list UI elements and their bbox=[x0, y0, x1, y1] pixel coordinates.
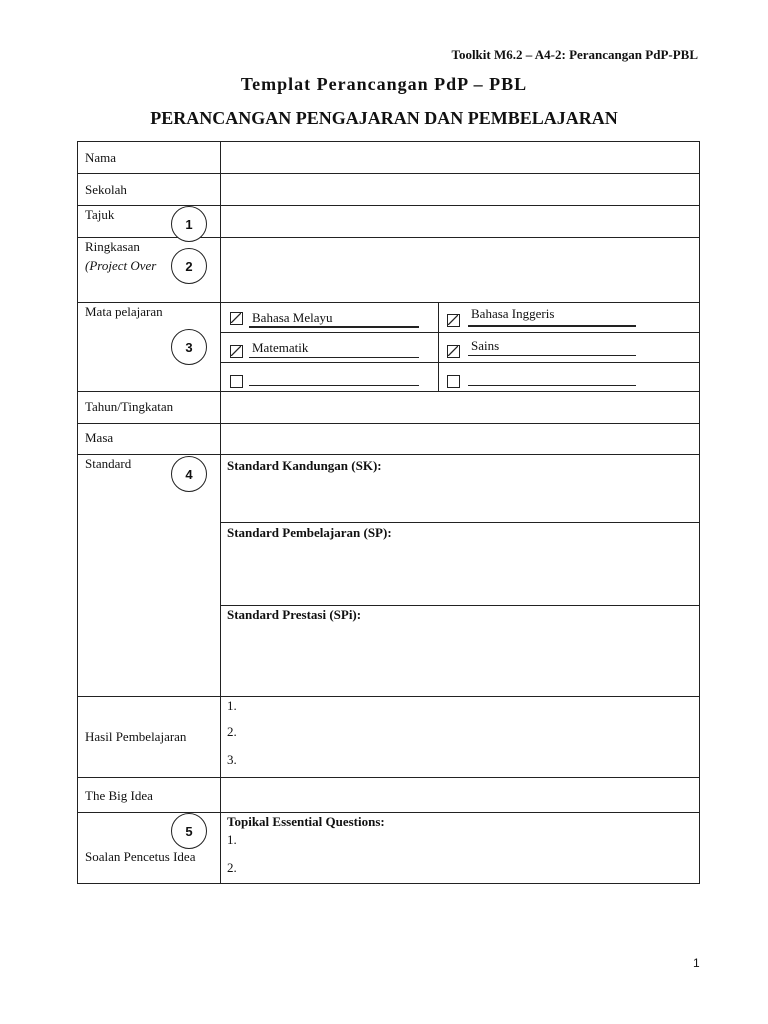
label-sekolah: Sekolah bbox=[85, 182, 127, 197]
label-standard: Standard bbox=[85, 456, 132, 471]
marker-1: 1 bbox=[171, 206, 207, 242]
subject-row-line bbox=[220, 362, 699, 363]
standard-pembelajaran-heading: Standard Pembelajaran (SP): bbox=[227, 525, 392, 540]
standard-prestasi-heading: Standard Prestasi (SPi): bbox=[227, 607, 362, 622]
essential-question-item: 2. bbox=[227, 860, 237, 875]
essential-questions-heading: Topikal Essential Questions: bbox=[227, 814, 385, 829]
row-line bbox=[78, 454, 699, 455]
page-title: Templat Perancangan PdP – PBL bbox=[240, 74, 528, 94]
row-line bbox=[78, 237, 699, 238]
essential-question-item: 1. bbox=[227, 832, 237, 847]
slash-check-icon bbox=[231, 313, 241, 323]
row-line bbox=[78, 777, 699, 778]
subject-underline bbox=[249, 326, 419, 328]
label-hasil: Hasil Pembelajaran bbox=[85, 729, 187, 744]
row-line bbox=[78, 696, 699, 697]
slash-check-icon bbox=[231, 346, 241, 356]
slash-check-icon bbox=[448, 315, 458, 325]
standard-row-line bbox=[220, 605, 699, 606]
column-divider bbox=[220, 142, 221, 883]
label-tajuk: Tajuk bbox=[85, 207, 115, 222]
row-line bbox=[78, 391, 699, 392]
label-tahun: Tahun/Tingkatan bbox=[85, 399, 174, 414]
label-ringkasan-sub: (Project Over bbox=[85, 258, 157, 273]
page-subtitle: PERANCANGAN PENGAJARAN DAN PEMBELAJARAN bbox=[150, 108, 618, 128]
planning-form-table bbox=[77, 141, 700, 884]
label-masa: Masa bbox=[85, 430, 114, 445]
label-soalan: Soalan Pencetus Idea bbox=[85, 849, 196, 864]
subject-underline bbox=[468, 385, 636, 386]
subject-label-matematik: Matematik bbox=[252, 340, 309, 355]
checkbox-matematik[interactable] bbox=[230, 345, 243, 358]
checkbox-sains[interactable] bbox=[447, 345, 460, 358]
page-number: 1 bbox=[693, 956, 700, 970]
subject-label-bahasa-inggeris: Bahasa Inggeris bbox=[471, 306, 555, 321]
row-line bbox=[78, 423, 699, 424]
subject-underline bbox=[249, 385, 419, 386]
subject-underline bbox=[468, 355, 636, 356]
hasil-item: 1. bbox=[227, 698, 237, 713]
label-mata-pelajaran: Mata pelajaran bbox=[85, 304, 163, 319]
standard-kandungan-heading: Standard Kandungan (SK): bbox=[227, 458, 382, 473]
hasil-item: 3. bbox=[227, 752, 237, 767]
standard-row-line bbox=[220, 522, 699, 523]
row-line bbox=[78, 302, 699, 303]
row-line bbox=[78, 205, 699, 206]
marker-2: 2 bbox=[171, 248, 207, 284]
toolkit-reference: Toolkit M6.2 – A4-2: Perancangan PdP-PBL bbox=[451, 47, 698, 62]
label-nama: Nama bbox=[85, 150, 117, 165]
marker-5: 5 bbox=[171, 813, 207, 849]
subject-underline bbox=[468, 325, 636, 327]
checkbox-bahasa-inggeris[interactable] bbox=[447, 314, 460, 327]
marker-4: 4 bbox=[171, 456, 207, 492]
marker-3: 3 bbox=[171, 329, 207, 365]
subject-grid-divider bbox=[438, 302, 439, 391]
row-line bbox=[78, 173, 699, 174]
hasil-item: 2. bbox=[227, 724, 237, 739]
checkbox-other-right[interactable] bbox=[447, 375, 460, 388]
label-big-idea: The Big Idea bbox=[85, 788, 153, 803]
subject-label-bahasa-melayu: Bahasa Melayu bbox=[252, 310, 333, 325]
checkbox-other-left[interactable] bbox=[230, 375, 243, 388]
subject-underline bbox=[249, 357, 419, 358]
label-ringkasan: Ringkasan bbox=[85, 239, 140, 254]
slash-check-icon bbox=[448, 346, 458, 356]
subject-row-line bbox=[220, 332, 699, 333]
checkbox-bahasa-melayu[interactable] bbox=[230, 312, 243, 325]
row-line bbox=[78, 812, 699, 813]
subject-label-sains: Sains bbox=[471, 338, 500, 353]
